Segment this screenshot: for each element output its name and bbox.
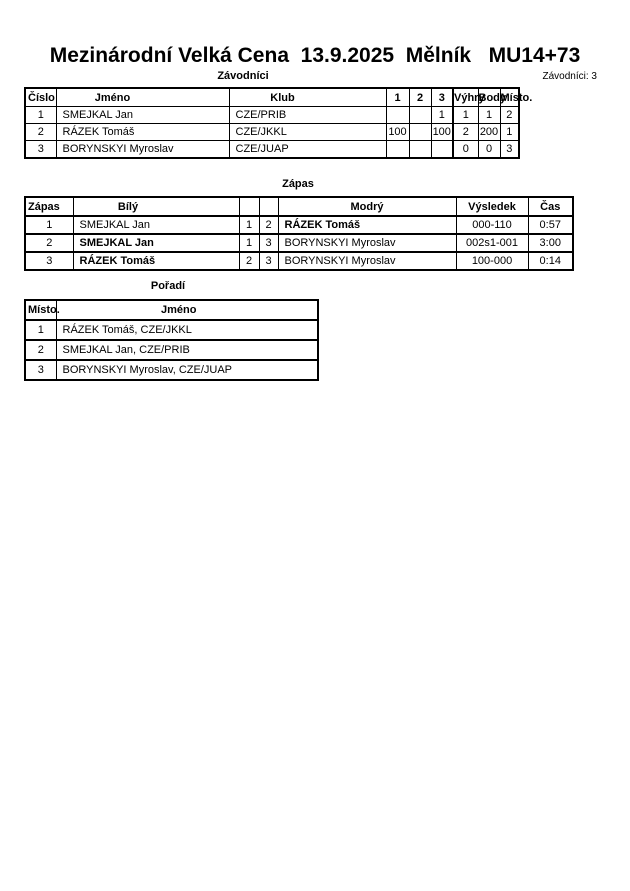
competitor-name: SMEJKAL Jan [56,107,229,124]
match-result: 002s1-001 [456,234,528,252]
col-header-place: Místo. [500,88,519,107]
match-number: 2 [25,234,73,252]
competitor-name: RÁZEK Tomáš [56,124,229,141]
standings-row [25,320,318,340]
wins-value: 1 [453,107,478,124]
competitors-header-row [25,88,519,107]
standing-place: 2 [25,340,56,360]
matches-header-row [25,197,573,216]
round-2-score [409,141,431,159]
match-row [25,234,573,252]
blue-fighter-number: 2 [259,216,278,234]
blue-fighter-number: 3 [259,234,278,252]
match-row [25,216,573,234]
competitor-number: 2 [25,124,56,141]
round-3-score: 100 [431,124,453,141]
round-1-score [386,141,409,159]
points-value: 1 [478,107,500,124]
standings-row [25,360,318,380]
standing-name: SMEJKAL Jan, CZE/PRIB [56,340,318,360]
match-result: 100-000 [456,252,528,270]
standings-row [25,340,318,360]
competitors-count: Závodníci: 3 [542,71,597,82]
points-value: 200 [478,124,500,141]
place-value: 2 [500,107,519,124]
round-2-score [409,107,431,124]
competitors-heading: Závodníci [217,70,269,82]
white-fighter-name: SMEJKAL Jan [73,216,239,234]
col-header-place: Místo. [25,300,56,320]
col-header-white-num [239,197,259,216]
standings-table [24,299,319,381]
col-header-blue: Modrý [278,197,456,216]
page-title: Mezinárodní Velká Cena 13.9.2025 Mělník MU14+73 [49,44,581,67]
match-row [25,252,573,270]
standing-name: RÁZEK Tomáš, CZE/JKKL [56,320,318,340]
competitor-club: CZE/PRIB [229,107,386,124]
white-fighter-number: 1 [239,216,259,234]
competitor-name: BORYNSKYI Myroslav [56,141,229,159]
col-header-match: Zápas [25,197,73,216]
blue-fighter-number: 3 [259,252,278,270]
matches-table [24,196,574,271]
standings-header-row [25,300,318,320]
col-header-club: Klub [229,88,386,107]
match-result: 000-110 [456,216,528,234]
matches-heading: Zápas [282,178,314,190]
col-header-time: Čas [528,197,573,216]
col-header-blue-num [259,197,278,216]
place-value: 3 [500,141,519,159]
competitors-table [24,87,533,159]
standing-place: 3 [25,360,56,380]
wins-value: 0 [453,141,478,159]
standings-heading: Pořadí [150,280,186,292]
col-header-white: Bílý [73,197,239,216]
col-header-round-2: 2 [409,88,431,107]
round-2-score [409,124,431,141]
col-header-name: Jméno [56,88,229,107]
round-3-score [431,141,453,159]
standing-name: BORYNSKYI Myroslav, CZE/JUAP [56,360,318,380]
competitor-number: 1 [25,107,56,124]
place-value: 1 [500,124,519,141]
round-1-score: 100 [386,124,409,141]
competitor-row [25,107,519,124]
match-time: 0:57 [528,216,573,234]
col-header-result: Výsledek [456,197,528,216]
white-fighter-name: RÁZEK Tomáš [73,252,239,270]
standing-place: 1 [25,320,56,340]
competitor-number: 3 [25,141,56,159]
match-number: 3 [25,252,73,270]
competitor-row [25,124,519,141]
wins-value: 2 [453,124,478,141]
competitor-club: CZE/JKKL [229,124,386,141]
col-header-round-3: 3 [431,88,453,107]
col-header-round-1: 1 [386,88,409,107]
match-time: 3:00 [528,234,573,252]
col-header-number: Číslo [25,88,56,107]
white-fighter-number: 1 [239,234,259,252]
blue-fighter-name: BORYNSKYI Myroslav [278,234,456,252]
match-time: 0:14 [528,252,573,270]
points-value: 0 [478,141,500,159]
blue-fighter-name: BORYNSKYI Myroslav [278,252,456,270]
col-header-points: Body [478,88,500,107]
white-fighter-name: SMEJKAL Jan [73,234,239,252]
col-header-name: Jméno [56,300,318,320]
col-header-wins: Výhry [453,88,478,107]
competitor-club: CZE/JUAP [229,141,386,159]
round-1-score [386,107,409,124]
match-number: 1 [25,216,73,234]
white-fighter-number: 2 [239,252,259,270]
competitor-row [25,141,519,159]
round-3-score: 1 [431,107,453,124]
blue-fighter-name: RÁZEK Tomáš [278,216,456,234]
